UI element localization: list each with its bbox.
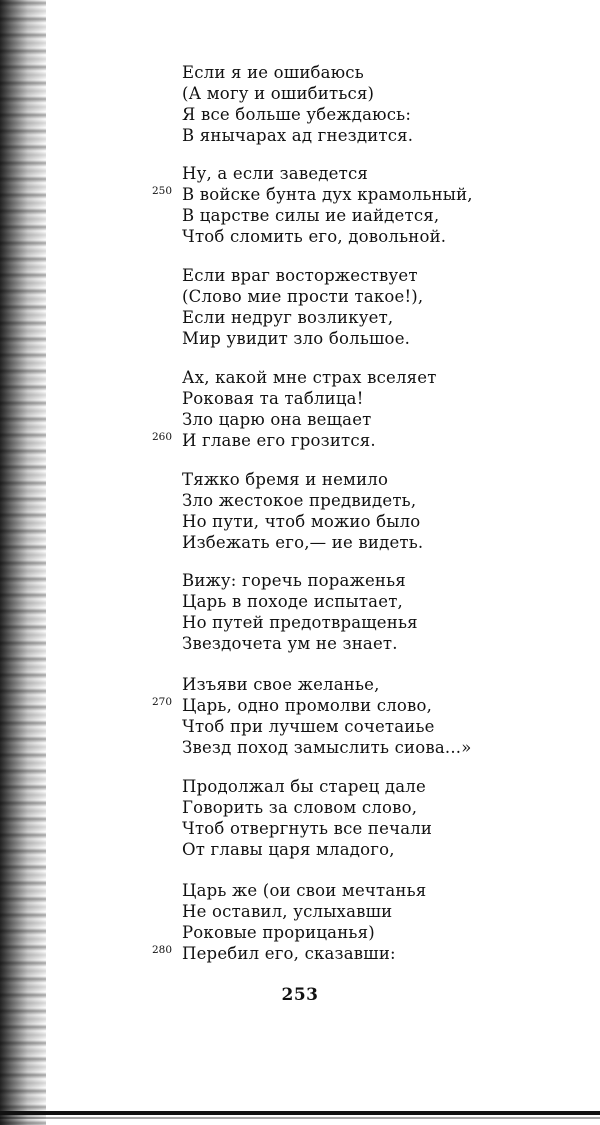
verse-text: Если недруг возликует, [182,308,394,327]
verse-text: В войске бунта дух крамольный, [182,185,473,204]
verse-line [0,943,600,964]
verse-text: Роковые прорицанья) [182,923,375,942]
verse-text: Но путей предотвращенья [182,613,418,632]
verse-line [0,388,600,409]
verse-line [0,716,600,737]
verse-text: (Слово мие прости такое!), [182,287,424,306]
verse-text: Царь в походе испытает, [182,592,403,611]
verse-text: Вижу: горечь пораженья [182,571,406,590]
verse-text: Зло царю она вещает [182,410,372,429]
verse-line [0,797,600,818]
line-number: 280 [152,944,173,956]
stanza [0,265,600,349]
verse-text: Если враг восторжествует [182,266,418,285]
line-number: 260 [152,431,173,443]
scan-bottom-edge [0,1111,600,1115]
verse-text: Чтоб при лучшем сочетаиье [182,717,435,736]
verse-text: Говорить за словом слово, [182,798,418,817]
verse-text: Перебил его, сказавши: [182,944,396,963]
verse-line [0,737,600,758]
stanza [0,674,600,758]
verse-text: Не оставил, услыхавши [182,902,393,921]
verse-text: Звезд поход замыслить сиова...» [182,738,472,757]
verse-line [0,265,600,286]
verse-line [0,125,600,146]
verse-text: Если я ие ошибаюсь [182,63,364,82]
verse-line [0,776,600,797]
verse-text: Избежать его,— ие видеть. [182,533,424,552]
verse-line [0,839,600,860]
verse-line [0,570,600,591]
verse-line [0,430,600,451]
verse-text: Зло жестокое предвидеть, [182,491,417,510]
verse-text: Чтоб сломить его, довольной. [182,227,447,246]
verse-text: И главе его грозится. [182,431,376,450]
stanza [0,469,600,553]
stanza [0,62,600,146]
verse-text: В царстве силы ие иайдется, [182,206,440,225]
verse-text: Ну, а если заведется [182,164,368,183]
verse-line [0,591,600,612]
verse-line [0,307,600,328]
verse-line [0,328,600,349]
verse-line [0,226,600,247]
verse-line [0,184,600,205]
verse-line [0,674,600,695]
poem-body [0,62,600,982]
stanza [0,570,600,654]
stanza [0,367,600,451]
line-number: 270 [152,696,173,708]
verse-text: Ах, какой мне страх вселяет [182,368,437,387]
stanza [0,880,600,964]
verse-line [0,490,600,511]
verse-text: Звездочета ум не знает. [182,634,398,653]
verse-text: От главы царя младого, [182,840,395,859]
verse-text: Но пути, чтоб можио было [182,512,421,531]
verse-line [0,286,600,307]
verse-line [0,695,600,716]
stanza [0,776,600,860]
verse-line [0,818,600,839]
verse-text: Я все больше убеждаюсь: [182,105,412,124]
verse-line [0,205,600,226]
verse-text: Мир увидит зло большое. [182,329,411,348]
verse-line [0,612,600,633]
verse-text: Тяжко бремя и немило [182,470,389,489]
verse-line [0,62,600,83]
verse-line [0,469,600,490]
line-number: 250 [152,185,173,197]
verse-line [0,409,600,430]
verse-line [0,922,600,943]
verse-text: Продолжал бы старец дале [182,777,426,796]
verse-text: Роковая та таблица! [182,389,364,408]
verse-line [0,163,600,184]
verse-text: Царь, одно промолви слово, [182,696,433,715]
verse-line [0,83,600,104]
verse-text: В янычарах ад гнездится. [182,126,414,145]
verse-text: Изъяви свое желанье, [182,675,380,694]
verse-text: Царь же (ои свои мечтанья [182,881,427,900]
verse-line [0,367,600,388]
page-number: 253 [281,985,319,1005]
verse-line [0,104,600,125]
verse-line [0,901,600,922]
stanza [0,163,600,247]
verse-text: (А могу и ошибиться) [182,84,375,103]
verse-line [0,880,600,901]
verse-line [0,633,600,654]
verse-line [0,511,600,532]
scan-bottom-shadow [0,1117,600,1119]
verse-line [0,532,600,553]
verse-text: Чтоб отвергнуть все печали [182,819,433,838]
